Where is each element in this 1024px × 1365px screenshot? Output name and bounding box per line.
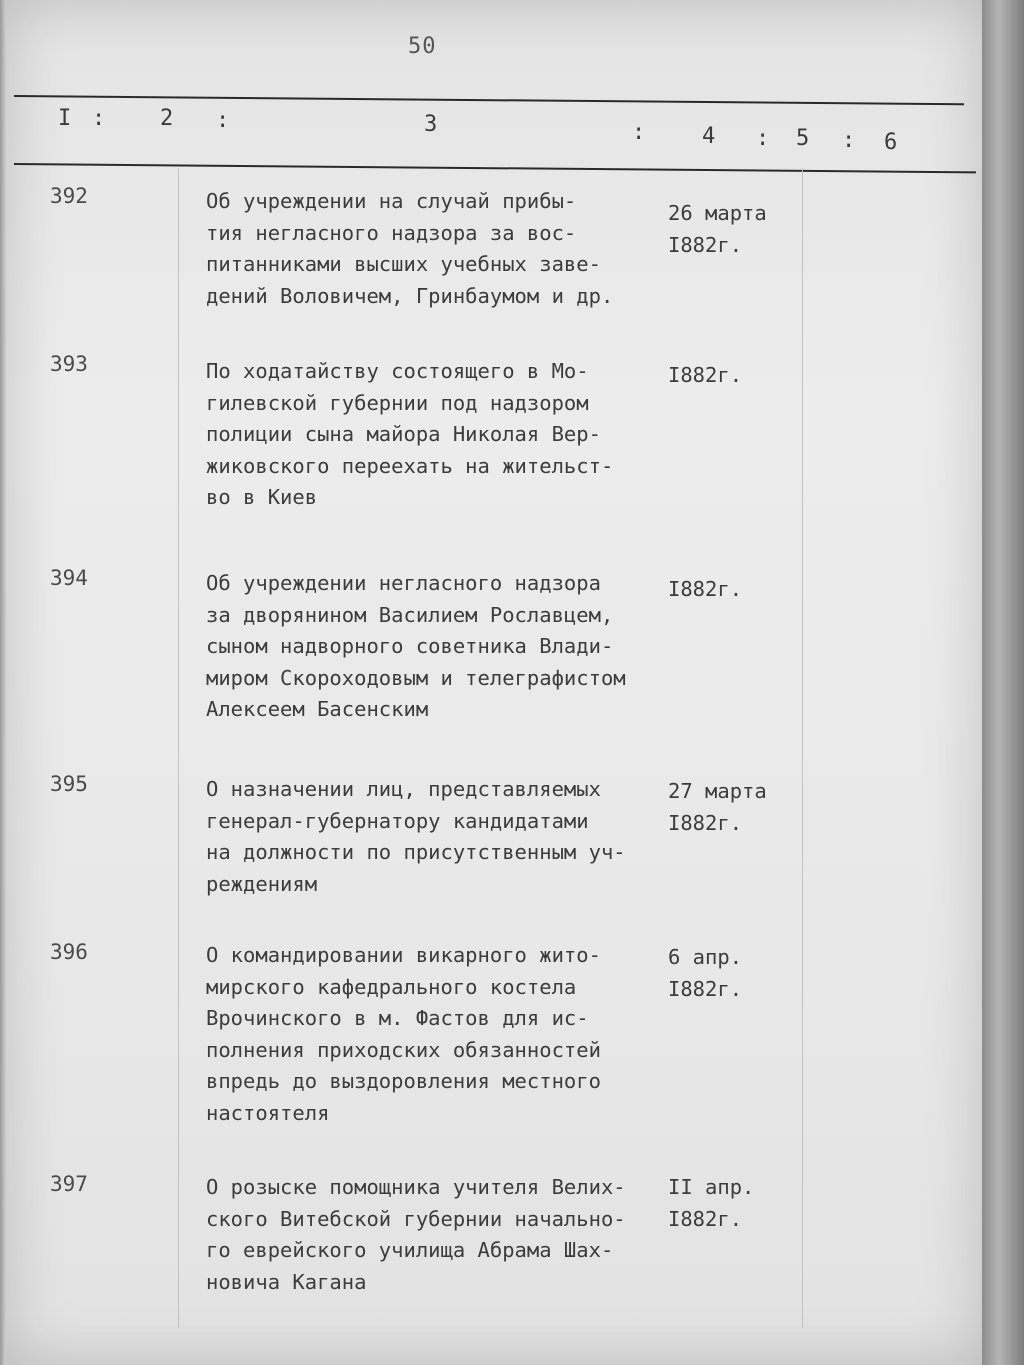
date-line: I882г. bbox=[668, 1206, 743, 1231]
page-number: 50 bbox=[408, 34, 437, 59]
description-line: ского Витебской губернии начально- bbox=[206, 1206, 626, 1231]
description-line: О назначении лиц, представляемых bbox=[206, 777, 601, 801]
entry-description bbox=[206, 774, 676, 900]
date-line: I882г. bbox=[668, 232, 743, 257]
description-line: го еврейского училища Абрама Шах- bbox=[206, 1238, 614, 1262]
background-strip bbox=[982, 0, 1024, 1365]
column-separator: : bbox=[632, 120, 646, 145]
entry-description bbox=[206, 186, 676, 312]
description-line: О розыске помощника учителя Велих- bbox=[206, 1175, 626, 1199]
entry-date bbox=[668, 942, 742, 1005]
archive-document-page bbox=[6, 0, 982, 1365]
description-line: Об учреждении негласного надзора bbox=[206, 571, 601, 595]
description-line: жиковского переехать на жительст- bbox=[206, 453, 614, 478]
column-line-right bbox=[802, 168, 803, 1328]
column-header-2: 2 bbox=[160, 106, 174, 131]
description-line: Алексеем Басенским bbox=[206, 697, 429, 721]
header-bottom-rule bbox=[14, 163, 976, 173]
date-line: II апр. bbox=[668, 1175, 755, 1199]
description-line: генерал-губернатору кандидатами bbox=[206, 808, 589, 833]
entry-description bbox=[206, 568, 676, 726]
date-line: I882г. bbox=[668, 810, 743, 835]
date-line: I882г. bbox=[668, 976, 743, 1001]
date-line: 6 апр. bbox=[668, 945, 743, 969]
column-header-3: 3 bbox=[424, 112, 438, 137]
description-line: питанниками высших учебных заве- bbox=[206, 252, 601, 276]
column-header-4: 4 bbox=[702, 124, 716, 149]
entry-number: 393 bbox=[50, 352, 88, 376]
header-top-rule bbox=[14, 95, 964, 105]
entry-description bbox=[206, 1172, 676, 1298]
column-separator: : bbox=[842, 128, 856, 153]
date-line: 27 марта bbox=[668, 779, 767, 803]
column-separator: : bbox=[216, 108, 230, 133]
column-separator: : bbox=[756, 126, 770, 151]
description-line: гилевской губернии под надзором bbox=[206, 390, 589, 415]
description-line: во в Киев bbox=[206, 485, 318, 509]
date-line: 26 марта bbox=[668, 201, 767, 225]
column-header-6: 6 bbox=[884, 130, 898, 155]
description-line: дений Воловичем, Гринбаумом и др. bbox=[206, 283, 614, 308]
entry-date bbox=[668, 1172, 754, 1235]
description-line: миром Скороходовым и телеграфистом bbox=[206, 665, 626, 690]
description-line: тия негласного надзора за вос- bbox=[206, 220, 577, 245]
column-header-5: 5 bbox=[796, 126, 810, 151]
entry-number: 396 bbox=[50, 940, 88, 964]
description-line: новича Кагана bbox=[206, 1269, 367, 1294]
description-line: на должности по присутственным уч- bbox=[206, 840, 626, 864]
column-line-left bbox=[178, 168, 179, 1328]
description-line: полиции сына майора Николая Вер- bbox=[206, 422, 601, 446]
entry-date bbox=[668, 776, 767, 839]
description-line: По ходатайству состоящего в Мо- bbox=[206, 359, 589, 383]
description-line: сыном надворного советника Влади- bbox=[206, 634, 614, 658]
entry-number: 392 bbox=[50, 184, 88, 208]
column-header-1: I bbox=[58, 106, 72, 131]
description-line: впредь до выздоровления местного bbox=[206, 1069, 601, 1093]
description-line: полнения приходских обязанностей bbox=[206, 1037, 601, 1062]
description-line: за дворянином Василием Рославцем, bbox=[206, 602, 614, 627]
entry-date bbox=[668, 360, 742, 392]
column-separator: : bbox=[92, 106, 106, 131]
description-line: мирского кафедрального костела bbox=[206, 974, 577, 999]
description-line: настоятеля bbox=[206, 1100, 330, 1125]
entry-number: 395 bbox=[50, 772, 88, 796]
description-line: Врочинского в м. Фастов для ис- bbox=[206, 1006, 589, 1030]
entry-description bbox=[206, 940, 676, 1129]
entry-number: 397 bbox=[50, 1172, 88, 1196]
description-line: Об учреждении на случай прибы- bbox=[206, 189, 577, 213]
entry-date bbox=[668, 198, 767, 261]
entry-number: 394 bbox=[50, 566, 88, 590]
entry-date bbox=[668, 574, 742, 606]
description-line: реждениям bbox=[206, 871, 318, 896]
entry-description bbox=[206, 356, 676, 514]
date-line: I882г. bbox=[668, 363, 743, 387]
date-line: I882г. bbox=[668, 577, 743, 601]
description-line: О командировании викарного жито- bbox=[206, 943, 601, 967]
